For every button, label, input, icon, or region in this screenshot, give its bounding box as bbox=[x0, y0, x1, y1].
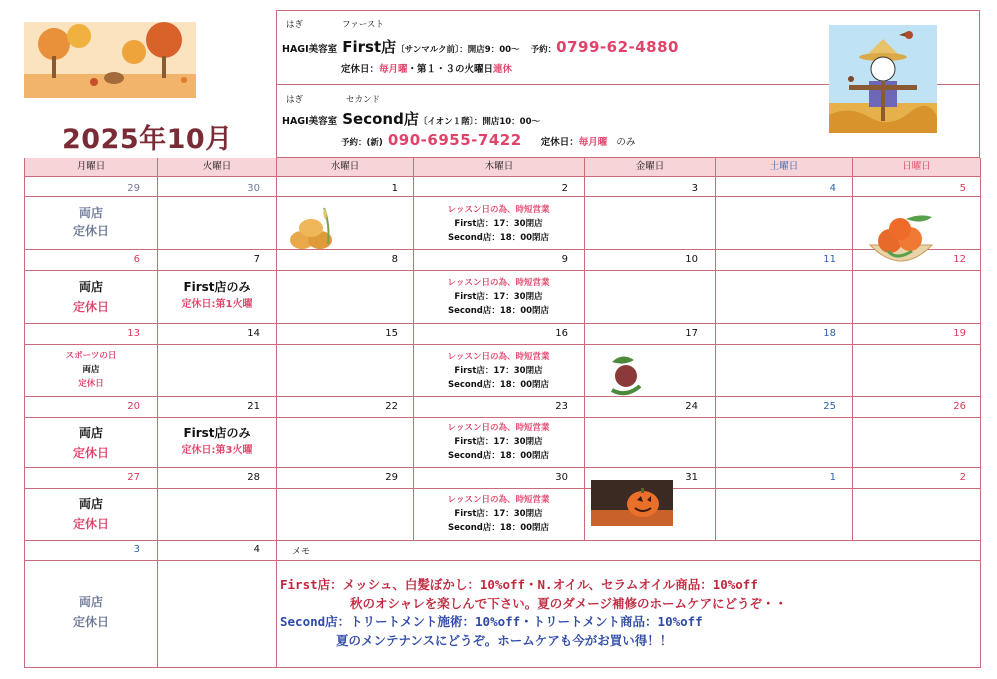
first-phone[interactable]: 0799-62-4880 bbox=[556, 38, 679, 56]
weekday-wed: 水曜日 bbox=[277, 158, 413, 176]
pumpkin-image bbox=[591, 480, 673, 526]
date-number: 7 bbox=[253, 254, 260, 265]
note-second-promo: Second店：トリートメント施術：10%off・トリートメント商品：10%off bbox=[280, 614, 703, 629]
second-ruby-hagi: はぎ bbox=[286, 95, 304, 105]
weekday-tue: 火曜日 bbox=[158, 158, 276, 176]
first-shop-line: HAGI美容室 First店〔サンマルク前〕：開店9：00～ 予約：0799-62-4880 bbox=[282, 38, 679, 56]
weekday-sat: 土曜日 bbox=[716, 158, 852, 176]
date-number: 27 bbox=[127, 472, 140, 483]
tuesday-first-closed: First店のみ 定休日:第1火曜 bbox=[181, 280, 253, 310]
first-hours: 開店9：00～ bbox=[467, 45, 520, 55]
monday-closed-notice: 両店 定休日 bbox=[72, 280, 109, 314]
monday-closed-notice: 両店 定休日 bbox=[72, 595, 109, 629]
month-title: 2025年10月 bbox=[62, 124, 233, 155]
weekday-fri: 金曜日 bbox=[585, 158, 715, 176]
tuesday-first-closed: First店のみ 定休日:第3火曜 bbox=[181, 426, 253, 456]
date-number: 15 bbox=[385, 328, 398, 339]
date-number: 2 bbox=[561, 183, 568, 194]
date-number: 14 bbox=[247, 328, 260, 339]
monday-closed-notice: 両店 定休日 bbox=[72, 206, 109, 238]
second-holiday-tail: のみ bbox=[616, 137, 636, 148]
weekday-sun: 日曜日 bbox=[853, 158, 980, 176]
note-first-promo: First店：メッシュ、白髪ぼかし：10%off・N.オイル、セラムオイル商品：10%off bbox=[280, 577, 758, 592]
date-number: 2 bbox=[959, 472, 966, 483]
second-hours: 開店10：00～ bbox=[482, 117, 541, 127]
scarecrow-image bbox=[829, 25, 937, 133]
first-holiday-line bbox=[341, 61, 512, 75]
monday-closed-notice: 両店 定休日 bbox=[72, 497, 109, 531]
second-holiday-label: 定休日： bbox=[540, 137, 579, 148]
date-number: 29 bbox=[127, 183, 140, 194]
lesson-notice: レッスン日の為、時短営業 First店：17：30閉店 Second店：18：00閉店 bbox=[447, 423, 550, 461]
first-shop-name: First店 bbox=[342, 38, 397, 56]
date-number: 4 bbox=[253, 544, 260, 555]
date-number: 12 bbox=[953, 254, 966, 265]
first-holiday-tuesdays: ・第１・３の火曜日 bbox=[407, 64, 494, 75]
first-ruby-hagi: はぎ bbox=[286, 20, 304, 30]
date-number: 23 bbox=[555, 401, 568, 412]
date-number: 21 bbox=[247, 401, 260, 412]
date-number: 10 bbox=[685, 254, 698, 265]
note-second-message: 夏のメンテナンスにどうぞ。ホームケアも今がお買い得！！ bbox=[336, 633, 673, 648]
lesson-notice: レッスン日の為、時短営業 First店：17：30閉店 Second店：18：00閉店 bbox=[447, 205, 550, 243]
first-reserve-label: 予約： bbox=[530, 45, 557, 55]
date-number: 5 bbox=[959, 183, 966, 194]
date-number: 16 bbox=[555, 328, 568, 339]
second-shop-line: HAGI美容室 Second店〔イオン１階〕：開店10：00～ bbox=[282, 110, 541, 128]
first-holiday-label: 定休日： bbox=[341, 64, 380, 75]
date-number: 4 bbox=[829, 183, 836, 194]
second-reserve-line bbox=[341, 130, 635, 149]
second-salon: HAGI美容室 bbox=[282, 116, 338, 127]
second-ruby-name: セカンド bbox=[346, 95, 381, 105]
first-salon: HAGI美容室 bbox=[282, 44, 338, 55]
second-reserve-label: 予約：(新) bbox=[341, 138, 383, 148]
date-number: 19 bbox=[953, 328, 966, 339]
date-number: 20 bbox=[127, 401, 140, 412]
lesson-notice: レッスン日の為、時短営業 First店：17：30閉店 Second店：18：00閉店 bbox=[447, 278, 550, 316]
second-holiday-mondays: 毎月曜 bbox=[578, 137, 608, 148]
date-number: 24 bbox=[685, 401, 698, 412]
lesson-notice: レッスン日の為、時短営業 First店：17：30閉店 Second店：18：00閉店 bbox=[447, 495, 550, 533]
date-number: 11 bbox=[823, 254, 836, 265]
rice-bales-icon bbox=[288, 204, 342, 250]
date-number: 28 bbox=[247, 472, 260, 483]
monday-closed-notice: スポーツの日 両店 定休日 bbox=[65, 351, 117, 389]
persimmon-basket-icon bbox=[866, 211, 936, 273]
date-number: 8 bbox=[391, 254, 398, 265]
weekday-mon: 月曜日 bbox=[25, 158, 157, 176]
monday-closed-notice: 両店 定休日 bbox=[72, 426, 109, 460]
date-number: 1 bbox=[391, 183, 398, 194]
first-holiday-mondays: 毎月曜 bbox=[379, 64, 408, 75]
weekday-thu: 木曜日 bbox=[414, 158, 584, 176]
autumn-leaves-image bbox=[24, 22, 196, 98]
memo-label: メモ bbox=[292, 547, 311, 557]
second-location: 〔イオン１階〕 bbox=[418, 117, 474, 127]
date-number: 1 bbox=[829, 472, 836, 483]
date-number: 22 bbox=[385, 401, 398, 412]
date-number: 30 bbox=[247, 183, 260, 194]
lesson-notice: レッスン日の為、時短営業 First店：17：30閉店 Second店：18：00閉店 bbox=[447, 352, 550, 390]
date-number: 3 bbox=[691, 183, 698, 194]
first-ruby-name: ファースト bbox=[342, 20, 384, 30]
date-number: 18 bbox=[823, 328, 836, 339]
date-number: 25 bbox=[823, 401, 836, 412]
note-first-message: 秋のオシャレを楽しんで下さい。夏のダメージ補修のホームケアにどうぞ・・ bbox=[350, 596, 788, 611]
date-number: 3 bbox=[133, 544, 140, 555]
date-number: 13 bbox=[127, 328, 140, 339]
first-location: 〔サンマルク前〕 bbox=[396, 45, 460, 55]
first-holiday-consecutive: 連休 bbox=[493, 64, 513, 75]
second-shop-name: Second店 bbox=[342, 110, 419, 128]
second-phone[interactable]: 090-6955-7422 bbox=[387, 131, 522, 149]
chestnut-icon bbox=[602, 350, 650, 398]
date-number: 26 bbox=[953, 401, 966, 412]
date-number: 29 bbox=[385, 472, 398, 483]
date-number: 9 bbox=[561, 254, 568, 265]
date-number: 31 bbox=[685, 472, 698, 483]
date-number: 30 bbox=[555, 472, 568, 483]
date-number: 6 bbox=[133, 254, 140, 265]
date-number: 17 bbox=[685, 328, 698, 339]
